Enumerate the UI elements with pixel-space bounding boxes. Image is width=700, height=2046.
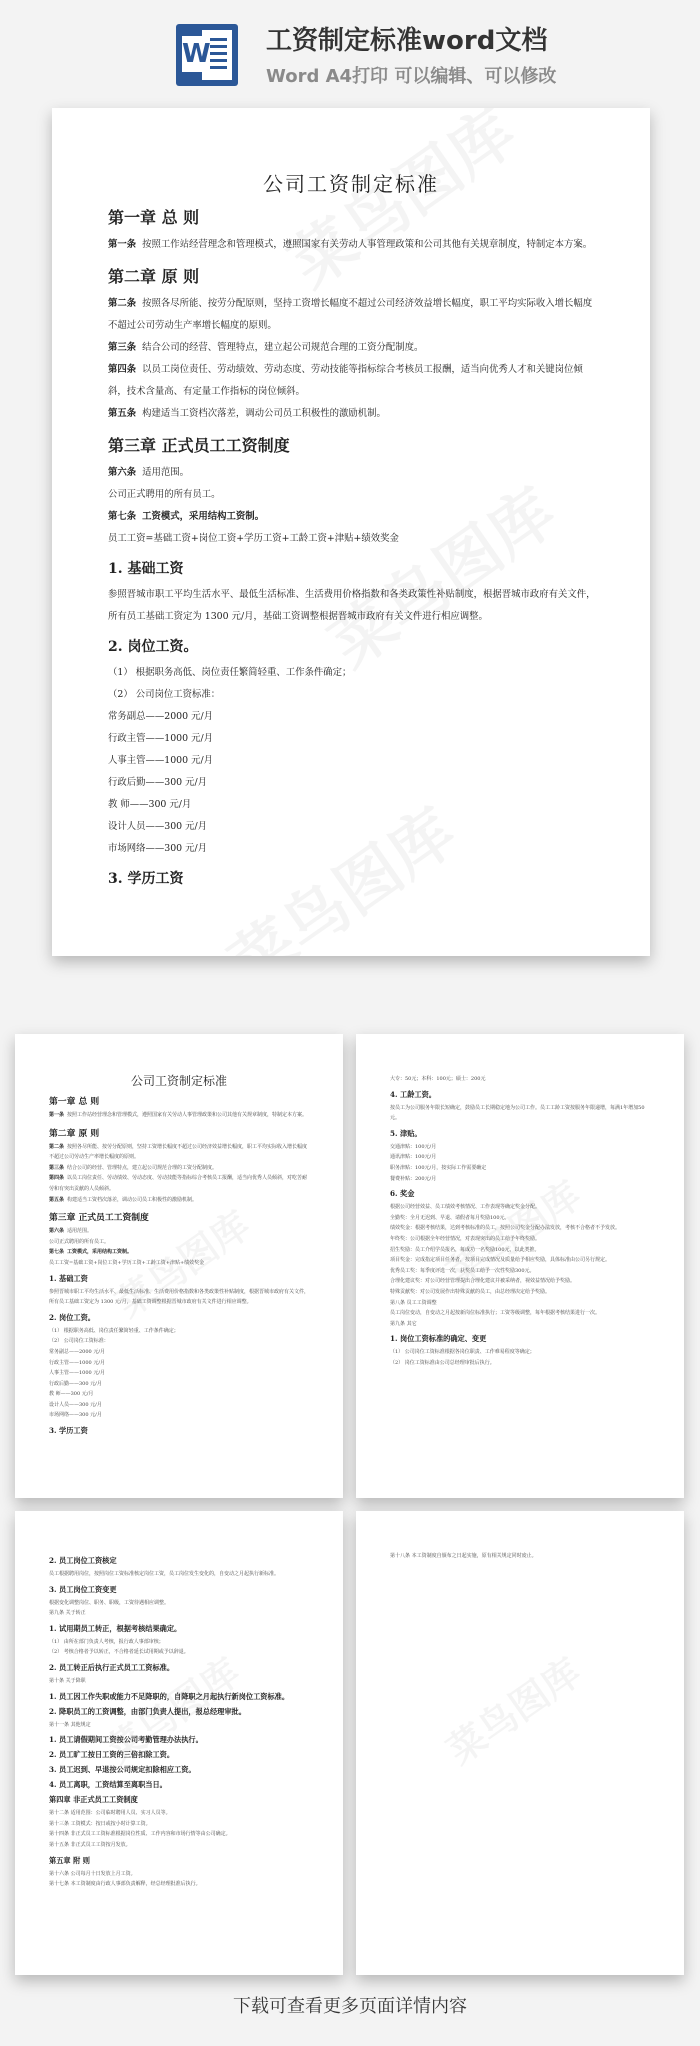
article: 第二条 按照各尽所能、按劳分配原则，坚持工资增长幅度不超过公司经济效益增长幅度，职工平均实际收入增长幅度不超过公司劳动生产率增长幅度的原则。: [49, 1143, 308, 1161]
section-heading: 2. 员工岗位工资核定: [49, 1556, 117, 1565]
formula: 员工工资=基础工资+岗位工资+学历工资+工龄工资+津贴+绩效奖金: [49, 1259, 205, 1266]
doc-title: 公司工资制定标准: [263, 172, 439, 196]
paragraph: （1） 公司岗位工资标准根据各岗位职责、工作难易程度等确定；: [390, 1349, 535, 1356]
paragraph: 第十一条 其他规定: [49, 1721, 91, 1728]
page-subtitle: Word A4打印 可以编辑、可以修改: [266, 66, 557, 87]
post-salary-line: 教 师——300 元/月: [108, 799, 192, 810]
watermark: [434, 1642, 590, 1774]
section-heading: 4. 工龄工资。: [390, 1089, 436, 1099]
section-heading: 第四章 非正式员工工资制度: [49, 1795, 138, 1805]
post-salary-line: 人事主管——1000 元/月: [108, 755, 213, 766]
article: 第六条 适用范围。: [108, 467, 190, 478]
section-heading: 3. 员工迟到、早退按公司规定扣除相应工资。: [49, 1765, 196, 1775]
chapter-heading: 第三章 正式员工工资制度: [49, 1213, 149, 1224]
paragraph: 通讯津贴：100元/月: [390, 1154, 437, 1161]
post-salary-line: 设计人员——300 元/月: [49, 1401, 102, 1408]
paragraph: 第十八条 本工资制度自颁布之日起实施，原有相关规定同时废止。: [390, 1553, 537, 1559]
article: 第七条 工资模式，采用结构工资制。: [108, 511, 265, 522]
article: 第二条 按照各尽所能、按劳分配原则，坚持工资增长幅度不超过公司经济效益增长幅度，职工平均实际收入增长幅度不超过公司劳动生产率增长幅度的原则。: [108, 298, 593, 331]
paragraph: 第八条 员工工资调整: [390, 1299, 437, 1306]
article: 第四条 以员工岗位责任、劳动绩效、劳动态度、劳动技能等指标综合考核员工报酬，适当向优秀人员倾斜，对吃苦耐劳和有突出贡献的人员倾斜。: [49, 1175, 308, 1192]
paragraph: 参照晋城市职工平均生活水平、最低生活标准、生活费用价格指数和各类政策性补贴制度，根据晋城市政府有关文件，所有员工基础工资定为 1300 元/月，基础工资调整根据晋城市政府有关文件进行相应调整。: [108, 589, 596, 622]
paragraph: （2） 公司岗位工资标准：: [49, 1338, 109, 1345]
paragraph: 优秀员工奖：每季度评选一次，获奖员工给予一次性奖励300元。: [390, 1267, 535, 1274]
paragraph: （2） 公司岗位工资标准：: [108, 689, 221, 700]
section-heading: 3. 学历工资: [49, 1426, 88, 1436]
paragraph: 第十二条 适用范围：公司临时聘用人员、实习人员等。: [49, 1810, 171, 1817]
paragraph: （1） 由所在部门负责人考核，报行政人事部审核；: [49, 1638, 164, 1645]
post-salary-line: 行政主管——1000 元/月: [108, 733, 213, 744]
formula: 员工工资=基础工资+岗位工资+学历工资+工龄工资+津贴+绩效奖金: [108, 533, 399, 544]
article: 第三条 结合公司的经营、管理特点，建立起公司规范合理的工资分配制度。: [49, 1164, 218, 1171]
download-hint[interactable]: 下载可查看更多页面详情内容: [233, 1996, 467, 2017]
article: 第一条 按照工作站经营理念和管理模式，遵照国家有关劳动人事管理政策和公司其他有关规章制度，特制定本方案。: [108, 239, 593, 250]
section-heading: 2. 岗位工资。: [49, 1312, 95, 1322]
post-salary-line: 教 师——300 元/月: [49, 1391, 94, 1398]
chapter-heading: 第二章 原 则: [49, 1128, 100, 1139]
document-thumbnail-page-3: [15, 1511, 343, 1975]
paragraph: 合理化建议奖：对公司经营管理提出合理化建议并被采纳者，视效益情况给予奖励。: [390, 1278, 576, 1285]
section-heading: 1. 员工因工作失职或能力不足降职的，自降职之月起执行新岗位工资标准。: [49, 1691, 290, 1701]
paragraph: 大专：50元；本科：100元；硕士：200元: [390, 1076, 486, 1082]
paragraph: 第十七条 本工资制度由行政人事部负责解释，经总经理批准后执行。: [49, 1881, 201, 1888]
article: 第五条 构建适当工资档次落差，调动公司员工积极性的激励机制。: [49, 1196, 198, 1203]
section-heading: 2. 降职员工的工资调整，由部门负责人提出，报总经理审批。: [49, 1706, 246, 1716]
paragraph: 第十三条 工资模式：按日或按小时计算工资。: [49, 1820, 151, 1827]
section-heading: 3. 学历工资: [108, 871, 184, 887]
paragraph: 特殊贡献奖：对公司发展作出特殊贡献的员工，由总经理决定给予奖励。: [390, 1288, 551, 1295]
section-heading: 3. 员工岗位工资变更: [49, 1584, 117, 1594]
article: 第四条 以员工岗位责任、劳动绩效、劳动态度、劳动技能等指标综合考核员工报酬，适当向优秀人才和关键岗位倾斜，技术含量高、有定量工作指标的岗位倾斜。: [108, 364, 583, 397]
paragraph: 根据公司经营效益、员工绩效考核情况、工作表现等确定奖金分配。: [390, 1204, 541, 1211]
article: 第三条 结合公司的经营、管理特点，建立起公司规范合理的工资分配制度。: [108, 342, 424, 353]
post-salary-line: 设计人员——300 元/月: [108, 821, 208, 832]
post-salary-line: 人事主管——1000 元/月: [49, 1370, 105, 1377]
paragraph: 按员工为公司服务年限长短确定，鼓励员工长期稳定地为公司工作。员工工龄工资按服务年限递增，每满1年增加50元。: [390, 1104, 645, 1122]
paragraph: 第十四条 非正式员工工资标准根据岗位性质、工作内容和市场行情等由公司确定。: [49, 1831, 231, 1838]
article: 第一条 按照工作站经营理念和管理模式，遵照国家有关劳动人事管理政策和公司其他有关规章制度，特制定本方案。: [49, 1112, 308, 1118]
header: [0, 0, 700, 100]
paragraph: （1） 根据职务高低、岗位责任繁简轻重、工作条件确定；: [49, 1327, 179, 1334]
section-heading: 1. 员工请假期间工资按公司考勤管理办法执行。: [49, 1735, 203, 1745]
section-heading: 1. 岗位工资标准的确定、变更: [390, 1334, 487, 1344]
paragraph: 参照晋城市职工平均生活水平、最低生活标准、生活费用价格指数和各类政策性补贴制度，根据晋城市政府有关文件，所有员工基础工资定为 1300 元/月，基础工资调整根据晋城市政府有关文件进行相应调整。: [49, 1288, 310, 1306]
paragraph: 第十五条 非正式员工工资按月发放。: [49, 1841, 131, 1848]
section-heading: 2. 员工旷工按日工资的三倍扣除工资。: [49, 1750, 175, 1760]
word-icon: W: [176, 24, 238, 86]
section-heading: 6. 奖金: [390, 1189, 415, 1199]
paragraph: 第十条 关于降职: [49, 1677, 86, 1684]
post-salary-line: 市场网络——300 元/月: [49, 1412, 102, 1419]
chapter-heading: 第二章 原 则: [108, 267, 200, 286]
paragraph: 交通津贴：100元/月: [390, 1143, 437, 1150]
post-salary-line: 常务副总——2000 元/月: [108, 711, 213, 722]
paragraph: 第九条 关于转正: [49, 1610, 86, 1617]
post-salary-line: 市场网络——300 元/月: [108, 843, 208, 854]
paragraph: 根据变化调整岗位、职务、职级，工资待遇相应调整。: [49, 1599, 170, 1606]
document-thumbnail-page-2: [356, 1034, 684, 1498]
paragraph: 年终奖：公司根据全年经营情况，对表现突出的员工给予年终奖励。: [390, 1235, 541, 1242]
paragraph: 公司正式聘用的所有员工。: [108, 489, 221, 500]
document-thumbnail-page-4: [356, 1511, 684, 1975]
section-heading: 1. 基础工资: [49, 1273, 88, 1283]
doc-title: 公司工资制定标准: [130, 1074, 227, 1088]
paragraph: 全勤奖：全月无迟到、早退、请假者每月奖励100元。: [390, 1214, 510, 1221]
chapter-heading: 第三章 正式员工工资制度: [108, 436, 290, 455]
paragraph: 第十六条 公司每月十日发放上月工资。: [49, 1870, 136, 1877]
section-heading: 5. 津贴。: [390, 1128, 422, 1138]
article: 第六条 适用范围。: [49, 1228, 93, 1235]
paragraph: 项目奖金：完成指定项目任务者，按项目完成情况及质量给予相应奖励，具体标准由公司另行规定。: [390, 1257, 611, 1264]
section-heading: 2. 岗位工资。: [108, 639, 198, 655]
paragraph: 餐费补贴：200元/月: [390, 1175, 437, 1182]
paragraph: （2） 岗位工资标准由公司总经理审批后执行。: [390, 1359, 495, 1366]
document-thumbnail-page-1: [15, 1034, 343, 1498]
section-heading: 1. 试用期员工转正，根据考核结果确定。: [49, 1623, 182, 1633]
page-title: 工资制定标准word文档: [266, 26, 548, 56]
chapter-heading: 第一章 总 则: [49, 1097, 100, 1107]
paragraph: （2） 考核合格者予以转正，不合格者延长试用期或予以辞退。: [49, 1649, 189, 1656]
post-salary-line: 行政后勤——300 元/月: [108, 777, 208, 788]
paragraph: 员工岗位变动，自变动之月起按新岗位标准执行；工资等级调整，每年根据考核结果进行一次。: [390, 1310, 601, 1317]
post-salary-line: 常务副总——2000 元/月: [49, 1348, 105, 1355]
chapter-heading: 第一章 总 则: [108, 208, 200, 227]
paragraph: 职务津贴：100元/月，按实际工作需要确定: [390, 1164, 487, 1171]
section-heading: 2. 员工转正后执行正式员工工资标准。: [49, 1662, 175, 1672]
post-salary-line: 行政主管——1000 元/月: [49, 1359, 105, 1366]
article: 第五条 构建适当工资档次落差，调动公司员工积极性的激励机制。: [108, 408, 386, 419]
paragraph: 员工根据聘用岗位，按照岗位工资标准核定岗位工资，员工岗位发生变化的，自变动之月起执行新标准。: [49, 1571, 280, 1577]
section-heading: 4. 员工离职，工资结算至离职当日。: [49, 1780, 167, 1790]
paragraph: 绩效奖金：根据考核结果，达到考核标准的员工，按照公司奖金分配办法发放，考核不合格者不予发放。: [390, 1225, 621, 1232]
post-salary-line: 行政后勤——300 元/月: [49, 1380, 102, 1387]
paragraph: （1） 根据职务高低、岗位责任繁简轻重、工作条件确定；: [108, 667, 352, 678]
section-heading: 第五章 附 则: [49, 1855, 90, 1865]
paragraph: 公司正式聘用的所有员工。: [49, 1238, 110, 1245]
paragraph: 第九条 其它: [390, 1320, 417, 1327]
section-heading: 1. 基础工资: [108, 561, 184, 577]
document-preview-main: [52, 108, 650, 956]
article: 第七条 工资模式，采用结构工资制。: [49, 1249, 133, 1256]
paragraph: 招生奖励：员工介绍学员报名，每成功一名奖励100元，以此类推。: [390, 1246, 540, 1253]
